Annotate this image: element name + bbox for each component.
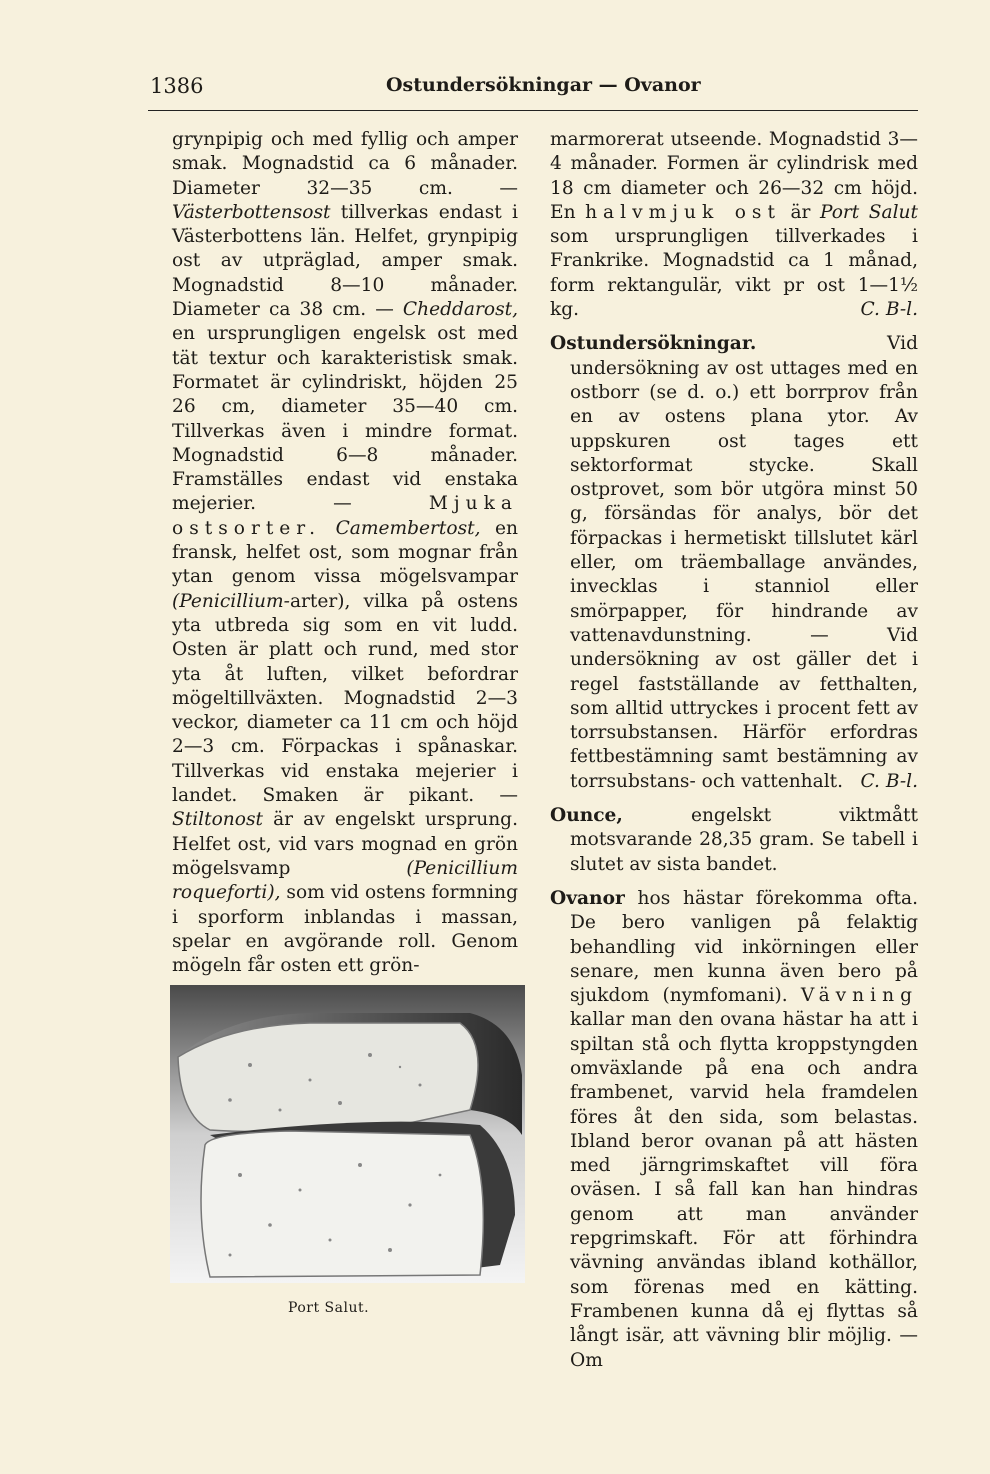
headword: Ostundersökningar. (550, 333, 757, 355)
running-title: Ostundersökningar — Ovanor (386, 74, 701, 96)
text-run (321, 518, 335, 539)
entry-ounce (550, 804, 918, 877)
left-column (172, 128, 518, 978)
text-run: som vid ostens formning i sporform inblandas i massan, spelar en avgörande roll. Genom mögeln får osten ett grön- (172, 882, 519, 977)
cheese-varieties-paragraph (172, 128, 518, 978)
entry-body: engelskt viktmått motsvarande 28,35 gram. Se tabell i slutet av sista bandet. (570, 805, 918, 875)
term-port-salut: Port Salut (819, 201, 918, 223)
port-salut-photo (170, 985, 525, 1283)
text-run: är (780, 201, 820, 223)
author-signature: C. B-l. (860, 770, 918, 792)
photo-caption: Port Salut. (288, 1300, 370, 1316)
term-penicillium: (Penicillium- (172, 590, 290, 612)
term-halvmjuk-ost: halvmjuk ost (585, 201, 781, 223)
text-run: som ursprungligen tillverkades i Frankrike. Mognadstid ca 1 månad, form rektangulär, vikt pr ost 1—1½ kg. (550, 226, 918, 321)
headword: Ounce, (550, 805, 623, 827)
author-signature: C. B-l. (860, 299, 918, 321)
text-run: grynpipig och med fyllig och amper smak. Mognadstid ca 6 månader. Diameter 32—35 cm. — (172, 129, 518, 199)
entry-body: Vid undersökning av ost uttages med en ostborr (se d. o.) ett borrprov från en av ostens plana ytor. Av uppskuren ost tages ett sektorformat stycke. Skall ostprovet, som bör utgöra minst 50 g, försändas för analys, bör det förpackas i hermetiskt tillslutet kärl eller, om träemballage användes, invecklas i stanniol eller smörpapper, för hindrande av vattenavdunstning. — Vid undersökning av ost gäller det i regel fastställande av fetthalten, som alltid uttryckes i procent fett av torrsubstansen. Härför erfordras fettbestämning samt bestämning av torrsubstans- och vattenhalt. (570, 333, 918, 792)
text-run: en ursprungligen engelsk ost med tät textur och karakteristisk smak. Formatet är cylindriskt, höjden 25 26 cm, diameter 35—40 cm. Tillverkas även i mindre format. Mognadstid 6—8 månader. Framställes endast vid enstaka mejerier. — (172, 323, 518, 515)
right-column (550, 128, 918, 1383)
cheese-illustration (170, 985, 525, 1283)
term-vavning: Vävning (800, 985, 918, 1007)
entry-ostundersokningar (550, 332, 918, 794)
term-penicillium-roqueforti: (Penicillium roqueforti), (172, 857, 518, 904)
headword: Ovanor (550, 887, 625, 909)
header-rule (148, 110, 918, 111)
text-run: tillverkas endast i Västerbottens län. Helfet, grynpipig ost av utpräglad, amper smak. Mognadstid 8—10 månader. Diameter ca 38 cm. — (172, 201, 518, 321)
term-stiltonost: Stiltonost (172, 809, 263, 831)
text-run: en fransk, helfet ost, som mognar från ytan genom vissa mögelsvampar (172, 517, 518, 588)
term-camembertost: Camembertost, (335, 517, 481, 539)
term-mjuka-ostsorter: Mjuka ostsorter. (172, 493, 518, 539)
term-cheddarost: Cheddarost, (402, 299, 518, 321)
term-vasterbottensost: Västerbottensost (172, 201, 331, 223)
entry-body: hos hästar förekomma ofta. De bero vanligen på felaktig behandling vid inkörningen eller senare, men kunna även bero på sjukdom (nymfomani). (570, 887, 918, 1007)
entry-ovanor (550, 887, 918, 1373)
lower-cheese-face (201, 1131, 483, 1277)
upper-cheese-face (178, 1023, 478, 1132)
text-run: marmorerat utseende. Mognadstid 3—4 månader. Formen är cylindrisk med 18 cm diameter och 26—32 cm höjd. En (550, 129, 918, 223)
text-run: är av engelskt ursprung. Helfet ost, vid vars mognad en grön mögelsvamp (172, 809, 518, 879)
entry-body: kallar man den ovana hästar ha att i spiltan stå och flytta kroppstyngden omväxlande på ena och andra frambenet, varvid hela framdelen föres åt den sida, som belastas. Ibland beror ovanan på att hästen med järngrimskaftet vill föra oväsen. I så fall kan han hindras genom att man använder repgrimskaft. För att förhindra vävning användas ibland kothällor, som förenas med en kätting. Frambenen kunna då ej flyttas så långt isär, att vävning blir möjlig. — Om (570, 1009, 918, 1371)
continued-paragraph (550, 128, 918, 322)
page-number: 1386 (150, 74, 204, 98)
text-run: arter), vilka på ostens yta utbreda sig som en vit ludd. Osten är platt och rund, med stor yta åt luften, vilket befordrar mögeltillväxten. Mognadstid 2—3 veckor, diameter ca 11 cm och höjd 2—3 cm. Förpackas i spånaskar. Tillverkas vid enstaka mejerier i landet. Smaken är pikant. — (172, 590, 518, 807)
